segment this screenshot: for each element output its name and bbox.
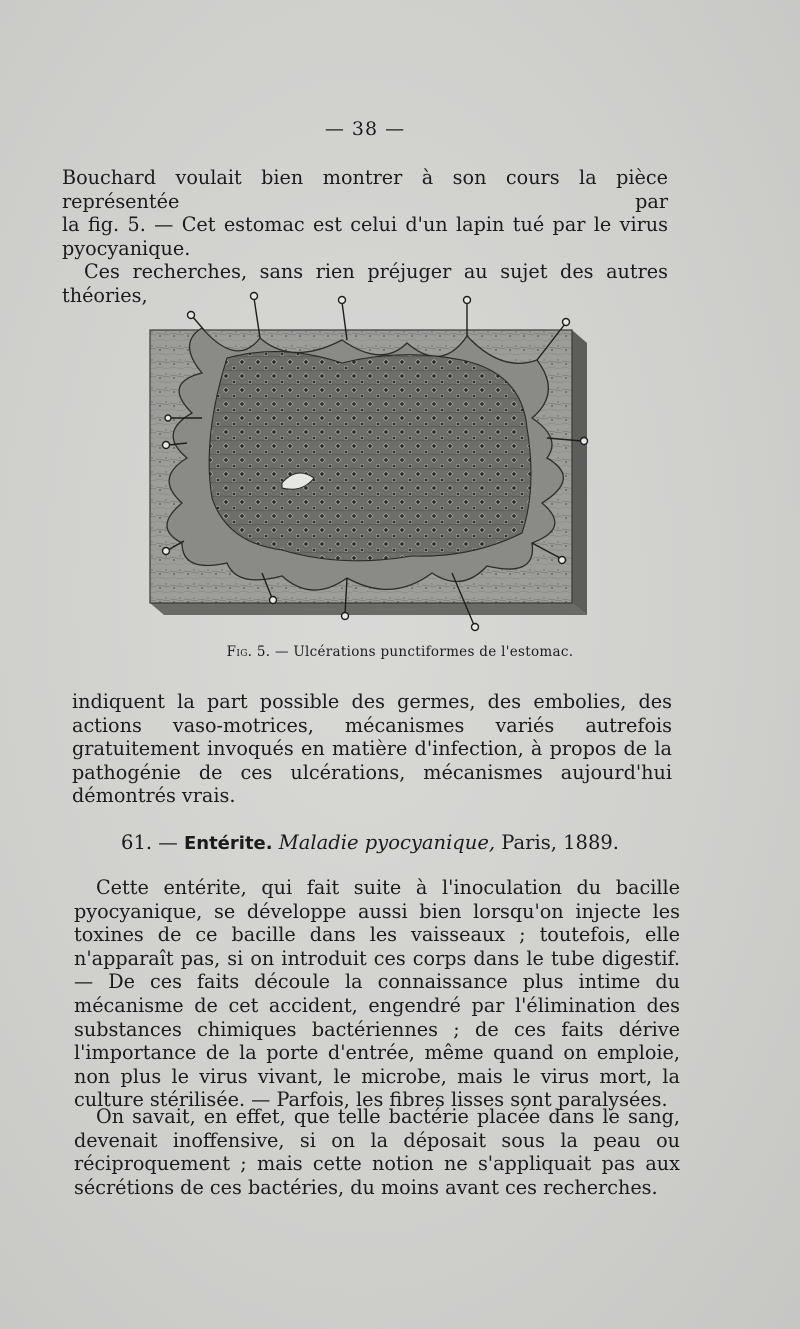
text-line: Bouchard voulait bien montrer à son cours la pièce représentée par (62, 166, 668, 213)
section-dash: — (152, 831, 184, 854)
stomach-illustration (142, 288, 602, 633)
text-line: Ces recherches, sans rien préjuger au sujet des autres théories, (62, 260, 668, 307)
figure-caption (200, 644, 600, 660)
section-title: Entérite. (183, 833, 273, 854)
paragraph-final (74, 1105, 680, 1199)
page-number: — 38 — (324, 118, 406, 140)
section-heading (0, 831, 740, 854)
paragraph-intro (62, 166, 668, 308)
board-side (572, 330, 587, 615)
paragraph-text: On savait, en effet, que telle bactérie placée dans le sang, devenait inoffensive, si on la déposait sous la peau ou réciproquement ; mais cette notion ne s'appliquait pas aux sécrétions de ces bactéries, du moins avant ces recherches. (74, 1105, 680, 1199)
stomach-mucosa (209, 352, 531, 561)
board-bottom (150, 603, 587, 615)
caption-label: Fig. 5. (226, 644, 271, 660)
section-place-date: Paris, 1889. (495, 831, 619, 854)
paragraph-text: indiquent la part possible des germes, des embolies, des actions vaso-motrices, mécanismes variés autrefois gratuitement invoqués en matière d'infection, à propos de la pathogénie de ces ulcérations, mécanismes aujourd'hui démontrés vrais. (72, 690, 672, 808)
paragraph-continuation (72, 690, 672, 808)
section-number: 61. (121, 831, 153, 854)
stomach-engraving-figure (142, 288, 602, 633)
section-publication: Maladie pyocyanique, (272, 831, 496, 854)
caption-text: — Ulcérations punctiformes de l'estomac. (270, 644, 574, 660)
text-line: pyocyanique. (62, 236, 191, 260)
paragraph-enterite (74, 876, 680, 1112)
text-line: la fig. 5. — Cet estomac est celui d'un lapin tué par le virus (62, 213, 668, 237)
paragraph-text: Cette entérite, qui fait suite à l'inoculation du bacille pyocyanique, se développe aussi bien lorsqu'on injecte les toxines de ce bacille dans les vaisseaux ; toutefois, elle n'apparaît pas, si on introduit ces corps dans le tube digestif. — De ces faits découle la connaissance plus intime du mécanisme de cet accident, engendré par l'élimination des substances chimiques bactériennes ; de ces faits dérive l'importance de la porte d'entrée, même quand on emploie, non plus le virus vivant, le microbe, mais le virus mort, la culture stérilisée. — Parfois, les fibres lisses sont paralysées. (74, 876, 680, 1112)
